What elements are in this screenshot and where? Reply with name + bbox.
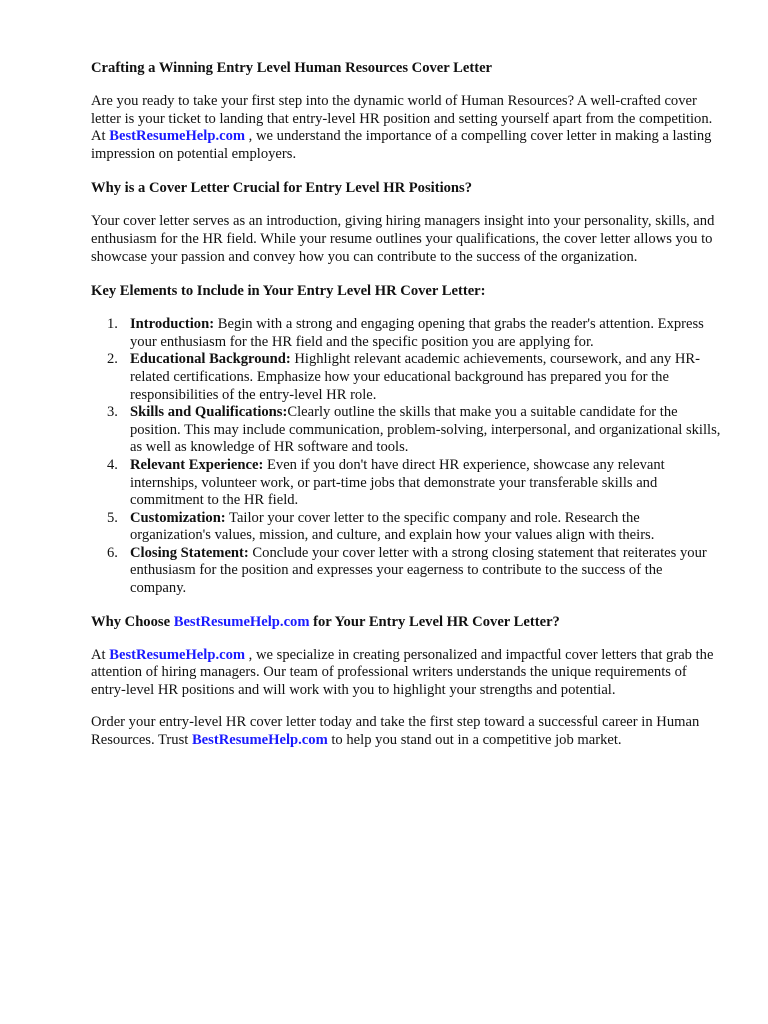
why-choose-text-start: Why Choose xyxy=(91,613,174,630)
intro-link[interactable]: BestResumeHelp.com xyxy=(109,128,246,145)
list-item-term: Introduction: xyxy=(130,316,215,333)
list-item-text: Highlight relevant academic achievements, coursework, and any HR-related certifications. Emphasize how your educational background has prepared you for the responsibilities of the entry-level HR role. xyxy=(130,351,701,403)
list-item-text: Tailor your cover letter to the specific company and role. Research the organization's values, mission, and culture, and explain how your values align with theirs. xyxy=(130,509,655,544)
list-item-number: 6. xyxy=(107,544,118,561)
list-item xyxy=(91,316,721,351)
list-item-text: Clearly outline the skills that make you a suitable candidate for the position. This may include communication, problem-solving, interpersonal, and organizational skills, as well as knowledge of HR software and tools. xyxy=(130,404,721,456)
intro-text-end: , we understand the importance of a compelling cover letter in making a lasting impression on potential employers. xyxy=(91,128,712,162)
services-paragraph xyxy=(91,647,721,700)
list-item-term: Relevant Experience: xyxy=(130,456,264,473)
list-item-term: Closing Statement: xyxy=(130,544,249,561)
why-choose-heading xyxy=(91,613,721,631)
list-item-text: Begin with a strong and engaging opening that grabs the reader's attention. Express your enthusiasm for the HR field and the specific position you are applying for. xyxy=(130,316,704,350)
order-paragraph xyxy=(91,714,721,749)
why-heading: Why is a Cover Letter Crucial for Entry Level HR Positions? xyxy=(91,180,473,197)
list-item xyxy=(91,351,721,404)
list-item-term: Skills and Qualifications: xyxy=(130,404,288,421)
list-item-text: Conclude your cover letter with a strong closing statement that reiterates your enthusiasm for the position and expresses your eagerness to contribute to the success of the company. xyxy=(130,544,707,597)
why-choose-text-end: for Your Entry Level HR Cover Letter? xyxy=(309,613,560,630)
list-item-number: 3. xyxy=(107,404,118,421)
list-item-term: Customization: xyxy=(130,509,226,526)
key-elements-list xyxy=(91,316,721,598)
list-item-number: 2. xyxy=(107,351,118,368)
why-paragraph: Your cover letter serves as an introduction, giving hiring managers insight into your personality, skills, and enthusiasm for the HR field. While your resume outlines your qualifications, the cover letter allows you to showcase your passion and convey how you can contribute to the success of the organization. xyxy=(91,213,715,265)
why-choose-link[interactable]: BestResumeHelp.com xyxy=(173,613,310,630)
list-item xyxy=(91,404,721,457)
list-item xyxy=(91,545,721,598)
list-item-number: 4. xyxy=(107,456,118,473)
services-text-end: , we specialize in creating personalized and impactful cover letters that grab the attention of hiring managers. Our team of professional writers understands the unique requirements of entry-level HR positions and will work with you to highlight your strengths and potential. xyxy=(91,646,714,698)
list-item xyxy=(91,457,721,510)
order-text-end: to help you stand out in a competitive job market. xyxy=(327,732,622,749)
key-elements-heading: Key Elements to Include in Your Entry Level HR Cover Letter: xyxy=(91,283,486,300)
intro-text-start: Are you ready to take your first step into the dynamic world of Human Resources? A well-crafted cover letter is your ticket to landing that entry-level HR position and setting yourself apart from the competition. At xyxy=(91,93,713,145)
list-item-text: Even if you don't have direct HR experience, showcase any relevant internships, volunteer work, or part-time jobs that demonstrate your transferable skills and commitment to the HR field. xyxy=(130,456,665,509)
list-item-number: 5. xyxy=(107,509,118,526)
services-link[interactable]: BestResumeHelp.com xyxy=(109,646,246,663)
list-item xyxy=(91,510,721,545)
list-item-term: Educational Background: xyxy=(130,351,291,368)
document-page xyxy=(91,59,721,750)
document-title: Crafting a Winning Entry Level Human Resources Cover Letter xyxy=(91,60,493,76)
services-text-start: At xyxy=(91,646,110,663)
order-link[interactable]: BestResumeHelp.com xyxy=(191,732,328,749)
intro-paragraph xyxy=(91,93,721,163)
order-text-start: Order your entry-level HR cover letter today and take the first step toward a successful career in Human Resources. Trust xyxy=(91,714,700,749)
list-item-number: 1. xyxy=(107,316,118,333)
